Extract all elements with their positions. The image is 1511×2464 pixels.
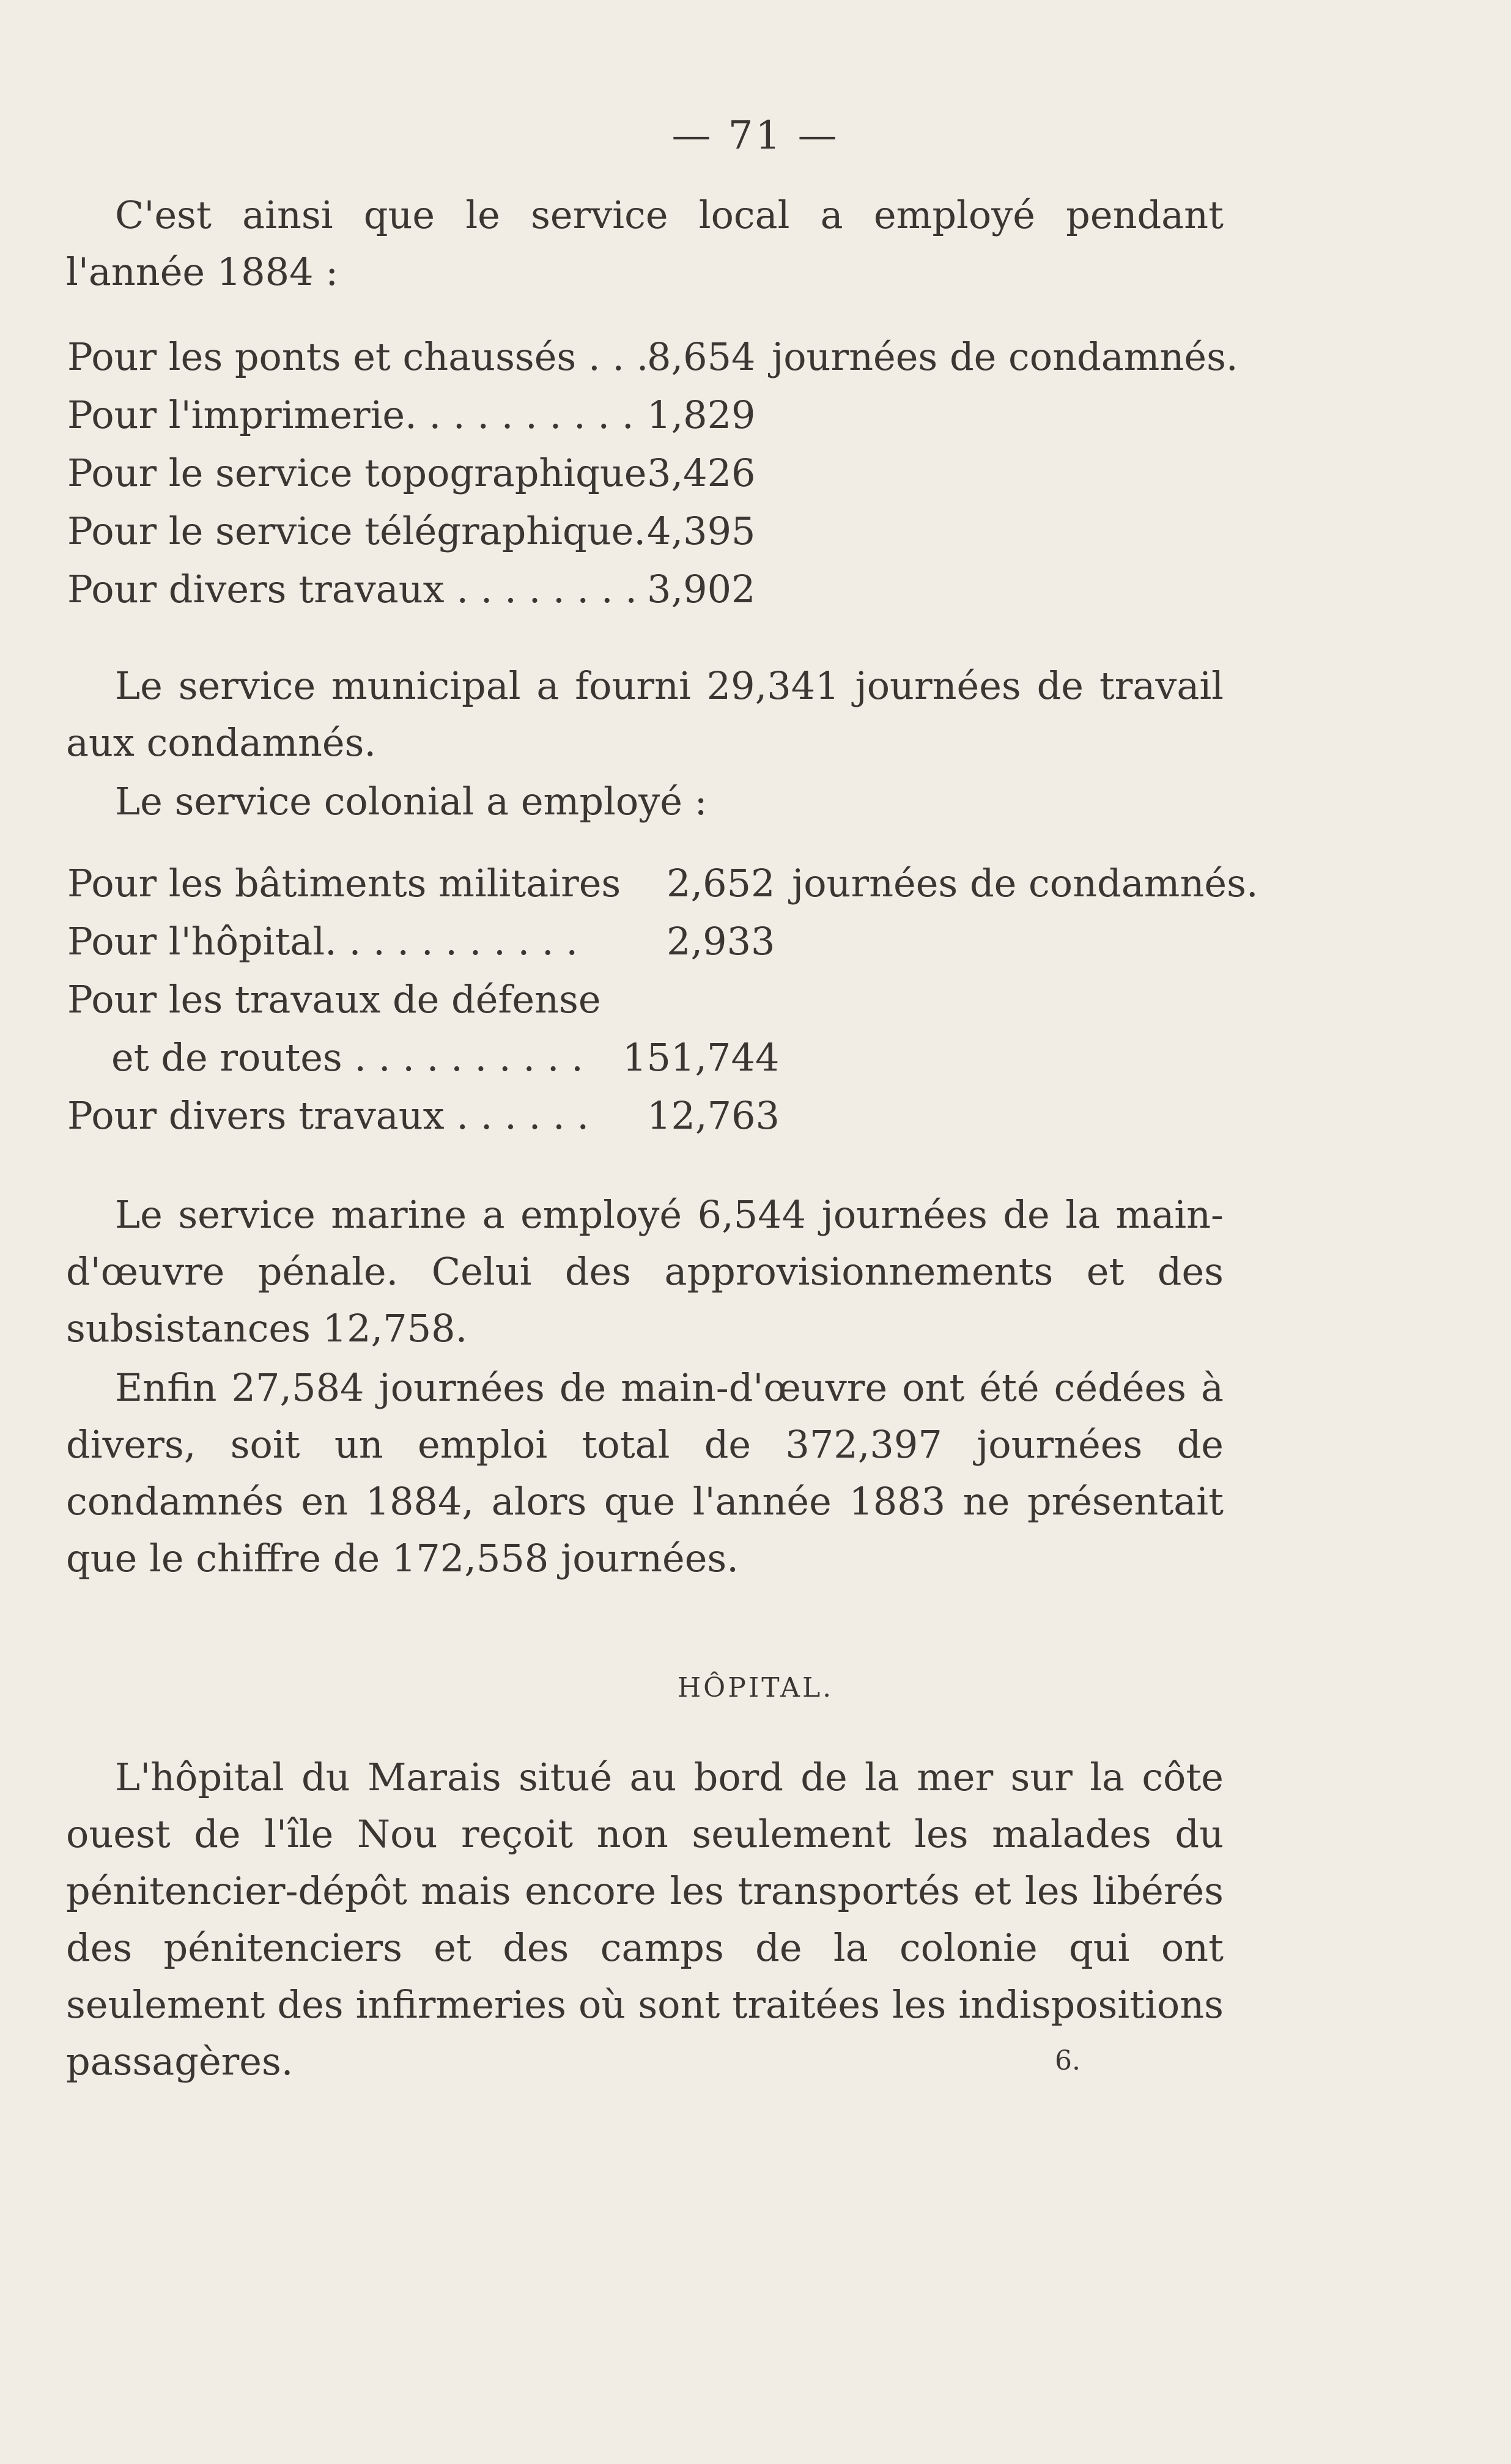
local-entry-value: 1,829 — [647, 393, 756, 437]
municipal-paragraph: Le service municipal a fourni 29,341 journées de travail aux condamnés. — [66, 663, 1224, 765]
colonial-entry-unit: journées de condamnés. — [792, 861, 1258, 906]
colonial-entry-label: Pour les travaux de défense — [67, 977, 601, 1022]
enfin-paragraph: Enfin 27,584 journées de main-d'œuvre ont été cédées à divers, soit un emploi total de 372,397 journées de condamnés en 1884, alors que l'année 1883 ne présentait que le chiffre de 172,558 journées. — [66, 1365, 1224, 1581]
intro-paragraph: C'est ainsi que le service local a employé pendant l'année 1884 : — [66, 193, 1224, 294]
colonial-entry-value: 151,744 — [623, 1035, 780, 1080]
local-entry-unit: journées de condamnés. — [772, 334, 1238, 379]
colonial-entry-label: Pour divers travaux . . . . . . — [67, 1093, 589, 1138]
marine-paragraph: Le service marine a employé 6,544 journées de la main-d'œuvre pénale. Celui des approvisionnements et des subsistances 12,758. — [66, 1192, 1224, 1351]
local-entry-value: 3,426 — [647, 451, 756, 495]
colonial-entry-value: 2,933 — [667, 919, 775, 964]
colonial-intro: Le service colonial a employé : — [115, 779, 707, 824]
local-entry-value: 8,654 — [647, 334, 756, 379]
colonial-entry-value: 12,763 — [647, 1093, 780, 1138]
colonial-entry-label: Pour l'hôpital. . . . . . . . . . . — [67, 919, 578, 964]
colonial-entry-value: 2,652 — [667, 861, 775, 906]
local-entry-label: Pour divers travaux . . . . . . . . — [67, 567, 637, 611]
page-number: — 71 — — [671, 113, 840, 158]
section-title: HÔPITAL. — [677, 1672, 834, 1703]
colonial-entry-label: et de routes . . . . . . . . . . — [111, 1035, 583, 1080]
local-entry-label: Pour les ponts et chaussés . . . — [67, 334, 649, 379]
local-entry-label: Pour le service topographique — [67, 451, 647, 495]
signature-mark: 6. — [1055, 2045, 1081, 2076]
colonial-entry-label: Pour les bâtiments militaires — [67, 861, 621, 906]
local-entry-label: Pour le service télégraphique. — [67, 509, 646, 553]
local-entry-label: Pour l'imprimerie. . . . . . . . . . — [67, 393, 634, 437]
hopital-paragraph: L'hôpital du Marais situé au bord de la mer sur la côte ouest de l'île Nou reçoit non seulement les malades du pénitencier-dépôt mais encore les transportés et les libérés des pénitenciers et des camps de la colonie qui ont seulement des infirmeries où sont traitées les indispositions passagères. — [66, 1755, 1224, 2084]
local-entry-value: 4,395 — [647, 509, 756, 553]
local-entry-value: 3,902 — [647, 567, 756, 611]
